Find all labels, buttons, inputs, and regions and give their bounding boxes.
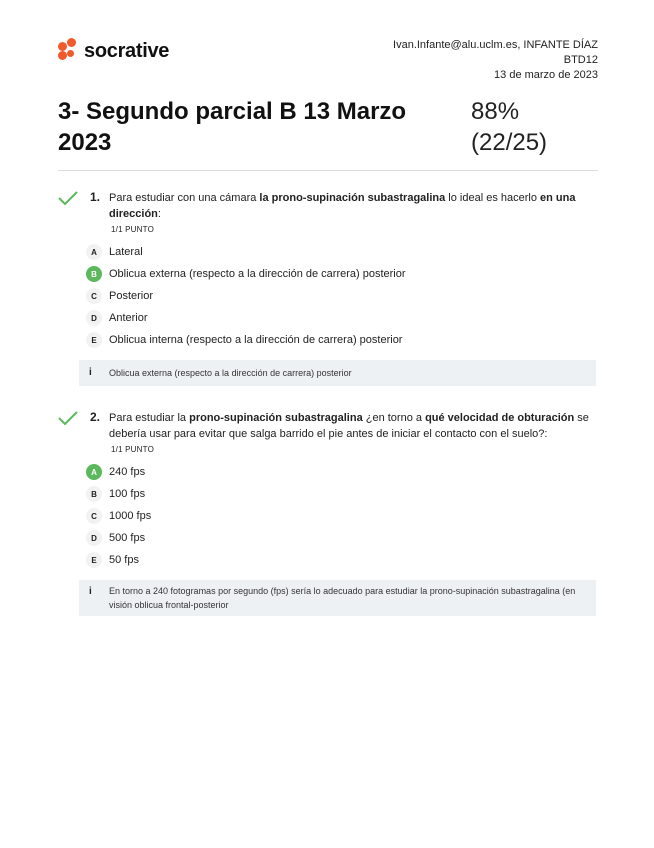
answer-label: Posterior bbox=[109, 290, 154, 302]
answer-letter: D bbox=[86, 310, 102, 326]
answer-option bbox=[86, 310, 148, 326]
explanation-box bbox=[79, 360, 596, 386]
question-points: 1/1 PUNTO bbox=[111, 225, 154, 234]
quiz-title bbox=[58, 96, 438, 158]
quiz-date: 13 de marzo de 2023 bbox=[494, 69, 598, 81]
question-2 bbox=[58, 410, 598, 620]
answer-label: 500 fps bbox=[109, 532, 146, 544]
user-email-name: Ivan.Infante@alu.uclm.es, INFANTE DÍAZ bbox=[393, 39, 598, 51]
header-divider bbox=[58, 170, 598, 171]
answer-letter: B bbox=[86, 486, 102, 502]
answer-option bbox=[86, 244, 143, 260]
answer-label: 50 fps bbox=[109, 554, 139, 566]
score-fraction: (22/25) bbox=[471, 129, 548, 156]
logo-text: socrative bbox=[84, 39, 170, 62]
question-text bbox=[109, 410, 599, 442]
explanation-text: En torno a 240 fotogramas por segundo (fps) sería lo adecuado para estudiar la prono-supinación subastragalina (en visión oblicua frontal-posterior bbox=[109, 586, 576, 610]
socrative-logo bbox=[58, 38, 169, 64]
question-text-part: : bbox=[157, 208, 161, 220]
question-text-bold: prono-supinación subastragalina bbox=[189, 412, 363, 424]
answer-label: Lateral bbox=[109, 246, 143, 258]
question-points: 1/1 PUNTO bbox=[111, 445, 154, 454]
answer-option bbox=[86, 530, 145, 546]
answer-letter: E bbox=[86, 332, 102, 348]
page-header bbox=[58, 36, 598, 86]
logo-mark-icon bbox=[58, 38, 78, 64]
info-icon: i bbox=[89, 586, 92, 597]
answer-option-correct bbox=[86, 266, 406, 282]
answer-option bbox=[86, 486, 145, 502]
info-icon: i bbox=[89, 367, 92, 378]
answer-option bbox=[86, 332, 402, 348]
answer-option bbox=[86, 288, 153, 304]
question-text-part: Para estudiar con una cámara bbox=[109, 192, 260, 204]
answer-label: Oblicua externa (respecto a la dirección de carrera) posterior bbox=[109, 268, 406, 280]
answer-option bbox=[86, 552, 139, 568]
question-text-part: lo ideal es hacerlo bbox=[445, 192, 541, 204]
question-1 bbox=[58, 190, 598, 390]
question-text-part: ¿en torno a bbox=[362, 412, 426, 424]
user-group: BTD12 bbox=[563, 54, 598, 66]
answer-label: 100 fps bbox=[109, 488, 146, 500]
answer-label: 1000 fps bbox=[109, 510, 152, 522]
answer-letter: A bbox=[86, 464, 102, 480]
quiz-title-line2: 2023 bbox=[58, 129, 112, 156]
question-number: 2. bbox=[90, 410, 101, 424]
quiz-score bbox=[471, 96, 547, 158]
quiz-title-line1: 3- Segundo parcial B 13 Marzo bbox=[58, 98, 407, 125]
answer-letter: A bbox=[86, 244, 102, 260]
question-text-part: se debería usar para evitar que salga barrido el pie antes de iniciar el contacto con el suelo?: bbox=[109, 412, 589, 440]
answer-letter: E bbox=[86, 552, 102, 568]
explanation-text: Oblicua externa (respecto a la dirección de carrera) posterior bbox=[109, 368, 352, 378]
answer-option-correct bbox=[86, 464, 145, 480]
answer-letter: C bbox=[86, 288, 102, 304]
question-number: 1. bbox=[90, 190, 101, 204]
check-icon bbox=[58, 410, 78, 426]
answer-label: Anterior bbox=[109, 312, 148, 324]
answer-option bbox=[86, 508, 151, 524]
quiz-title-row bbox=[58, 96, 598, 158]
question-text-bold: en una dirección bbox=[109, 192, 576, 220]
answer-label: Oblicua interna (respecto a la dirección de carrera) posterior bbox=[109, 334, 403, 346]
score-percent: 88% bbox=[471, 98, 520, 125]
question-text bbox=[109, 190, 599, 222]
answer-letter: D bbox=[86, 530, 102, 546]
explanation-box bbox=[79, 580, 596, 616]
check-icon bbox=[58, 190, 78, 206]
user-info bbox=[393, 38, 598, 83]
question-text-bold: la prono-supinación subastragalina bbox=[259, 192, 446, 204]
question-text-part: Para estudiar la bbox=[109, 412, 190, 424]
answer-label: 240 fps bbox=[109, 466, 146, 478]
answer-letter: C bbox=[86, 508, 102, 524]
question-text-bold: qué velocidad de obturación bbox=[425, 412, 575, 424]
answer-letter: B bbox=[86, 266, 102, 282]
